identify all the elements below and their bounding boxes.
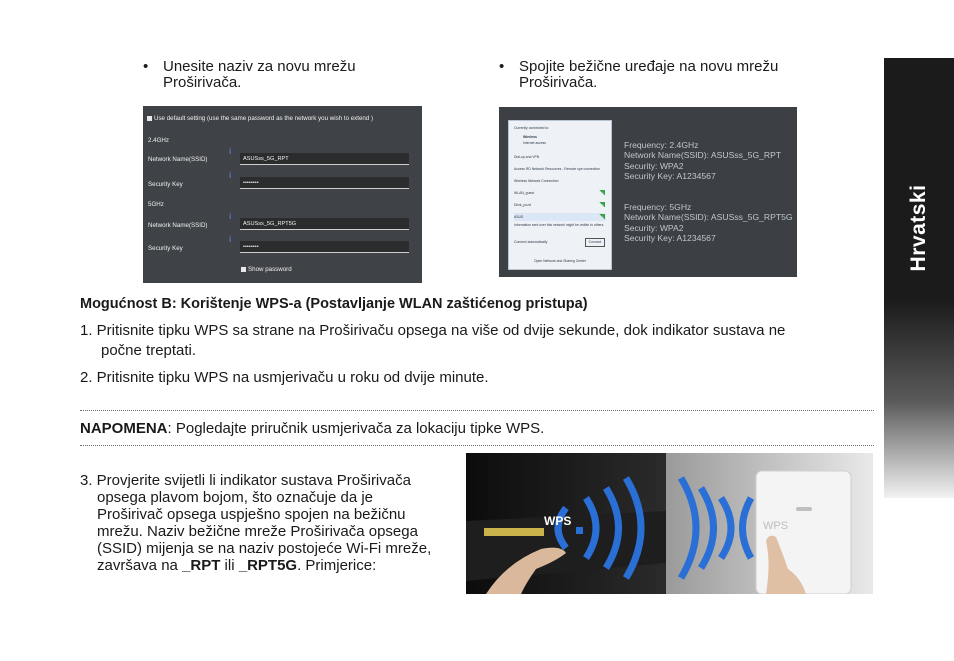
router-wps-button <box>576 527 583 534</box>
connected-network-sub: Internet access <box>523 141 546 145</box>
sharing-center-link: Open Network and Sharing Center <box>533 259 587 263</box>
info-icon: ⅰ <box>229 212 232 221</box>
ssid-24-label: Network Name(SSID) <box>148 156 208 163</box>
step3-line6 <box>97 557 376 574</box>
wps-photo <box>466 453 873 594</box>
note-label: NAPOMENA <box>80 420 168 437</box>
info-icon: ⅰ <box>229 235 232 244</box>
connect-auto-label: Connect automatically <box>514 240 548 244</box>
dialup-row: Dial-up and VPN <box>514 155 540 159</box>
connected-network: Wireless <box>523 135 537 139</box>
rpt5g-suffix: _RPT5G <box>238 557 298 574</box>
checkbox-icon <box>241 267 246 272</box>
step3-line4: mrežu. Naziv bežične mreže Proširivača opsega <box>97 523 418 540</box>
step3-line5: (SSID) mijenja se na naziv postojeće Wi-Fi mreže, <box>97 540 432 557</box>
wireless-header: Wireless Network Connection <box>514 179 559 183</box>
step1-line1: 1. Pritisnite tipku WPS sa strane na Proširivaču opsega na više od dvije sekunde, dok indikator sustava ne <box>80 322 786 339</box>
ssid-settings-screenshot <box>143 106 422 283</box>
language-side-tab <box>884 58 954 498</box>
show-password-label: Show password <box>248 266 292 273</box>
key-24-field: •••••••• <box>240 177 409 189</box>
bullet-right <box>499 59 839 93</box>
key-24-label: Security Key <box>148 181 183 188</box>
wireless-network-popup <box>508 120 612 270</box>
bullet-marker: • <box>143 58 149 75</box>
extender-indicator <box>796 507 812 511</box>
bullet-right-line2: Proširivača. <box>519 74 598 91</box>
ssid-5-field: ASUSss_5G_RPT5G <box>240 218 409 230</box>
network-row-1: WLAN_guest <box>514 191 534 195</box>
default-setting-option <box>147 115 373 122</box>
key-5: Security Key: A1234567 <box>624 232 716 243</box>
security-5: Security: WPA2 <box>624 222 684 233</box>
wps-label-right: WPS <box>763 520 789 532</box>
step2: 2. Pritisnite tipku WPS na usmjerivaču u roku od dvije minute. <box>80 369 489 386</box>
divider-top <box>80 410 874 411</box>
divider-bottom <box>80 445 874 446</box>
default-setting-label: Use default setting (use the same password as the network you wish to extend ) <box>154 115 374 122</box>
note-text: : Pogledajte priručnik usmjerivača za lokaciju tipke WPS. <box>167 420 545 437</box>
popup-header: Currently connected to: <box>514 126 550 130</box>
info-icon: ⅰ <box>229 147 232 156</box>
show-password-option <box>241 266 292 273</box>
note <box>80 420 544 437</box>
rpt-suffix: _RPT <box>182 557 221 574</box>
step3-text: završava na <box>97 557 183 574</box>
key-5-field: •••••••• <box>240 241 409 253</box>
band-5-label: 5GHz <box>148 201 164 208</box>
bullet-left <box>143 59 443 93</box>
bullet-left-line1: Unesite naziv za novu mrežu <box>163 58 356 75</box>
router-ports <box>484 528 544 536</box>
signal-icon <box>599 214 605 219</box>
freq-5: Frequency: 5GHz <box>624 202 692 212</box>
wps-label-left: WPS <box>544 514 572 528</box>
network-row-3: ASUS <box>514 213 606 221</box>
step1-line2: počne treptati. <box>101 342 197 359</box>
ssid-5-label: Network Name(SSID) <box>148 222 208 229</box>
bullet-right-line1: Spojite bežične uređaje na novu mrežu <box>519 58 779 75</box>
wps-illustration <box>466 453 873 594</box>
info-icon: ⅰ <box>229 171 232 180</box>
bullet-left-line2: Proširivača. <box>163 74 242 91</box>
connect-button: Connect <box>585 238 605 247</box>
step3-line1: 3. Provjerite svijetli li indikator sustava Proširivača <box>80 472 411 489</box>
freq-24: Frequency: 2.4GHz <box>624 140 699 150</box>
network-row-2: Dlink_pozd <box>514 203 531 207</box>
ssid-24-field: ASUSss_5G_RPT <box>240 153 409 165</box>
signal-icon <box>599 190 605 195</box>
step3-text: ili <box>220 557 239 574</box>
network-info-5 <box>624 202 793 243</box>
language-label: Hrvatski <box>907 184 930 272</box>
security-24: Security: WPA2 <box>624 160 684 171</box>
remote-row: Access RD Network Resources - Remote spe connection <box>514 167 600 171</box>
step3-text: . Primjerice: <box>297 557 377 574</box>
key-5-label: Security Key <box>148 245 183 252</box>
step3-line3: Proširivač opsega uspješno spojen na bežičnu <box>97 506 406 523</box>
section-heading: Mogućnost B: Korištenje WPS-a (Postavljanje WLAN zaštićenog pristupa) <box>80 296 588 312</box>
step3-line2: opsega plavom bojom, što označuje da je <box>97 489 374 506</box>
signal-icon <box>599 202 605 207</box>
ssid-24: Network Name(SSID): ASUSss_5G_RPT <box>624 150 782 161</box>
checkbox-icon <box>147 116 152 121</box>
band-24-label: 2.4GHz <box>148 137 169 144</box>
network-info-24 <box>624 140 781 181</box>
key-24: Security Key: A1234567 <box>624 170 716 181</box>
warning-text: Information sent over this network might be visible to others. <box>514 223 605 227</box>
ssid-5: Network Name(SSID): ASUSss_5G_RPT5G <box>624 212 793 223</box>
bullet-marker: • <box>499 58 505 75</box>
